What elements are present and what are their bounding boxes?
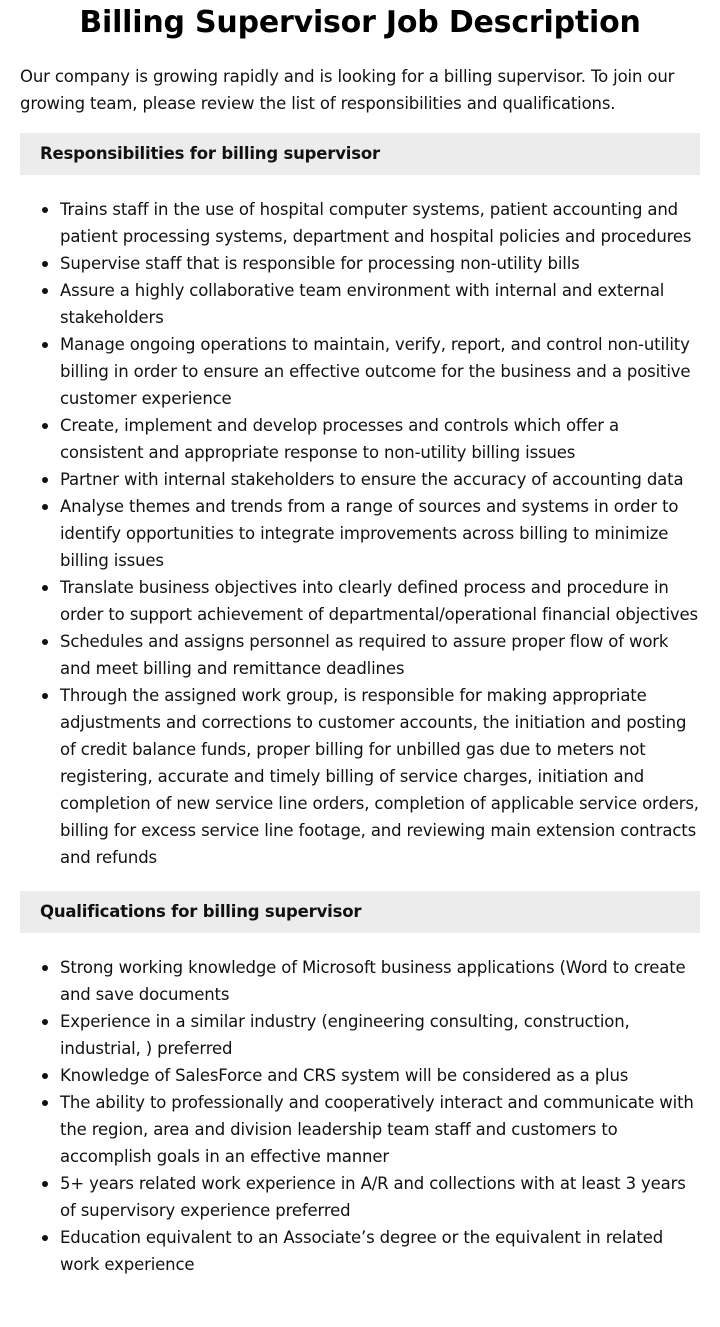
qualifications-list (20, 954, 700, 1278)
list-item: Translate business objectives into clearly defined process and procedure in order to support achievement of departmental/operational financial objectives (60, 574, 700, 628)
list-item: Experience in a similar industry (engineering consulting, construction, industrial, ) preferred (60, 1008, 700, 1062)
list-item: Supervise staff that is responsible for processing non-utility bills (60, 250, 700, 277)
list-item: Strong working knowledge of Microsoft business applications (Word to create and save documents (60, 954, 700, 1008)
list-item: Trains staff in the use of hospital computer systems, patient accounting and patient processing systems, department and hospital policies and procedures (60, 196, 700, 250)
list-item: The ability to professionally and cooperatively interact and communicate with the region, area and division leadership team staff and customers to accomplish goals in an effective manner (60, 1089, 700, 1170)
qualifications-heading: Qualifications for billing supervisor (20, 891, 700, 933)
list-item: Knowledge of SalesForce and CRS system will be considered as a plus (60, 1062, 700, 1089)
responsibilities-heading: Responsibilities for billing supervisor (20, 133, 700, 175)
responsibilities-list (20, 196, 700, 871)
list-item: 5+ years related work experience in A/R and collections with at least 3 years of supervisory experience preferred (60, 1170, 700, 1224)
page-title: Billing Supervisor Job Description (79, 5, 641, 40)
list-item: Education equivalent to an Associate’s degree or the equivalent in related work experience (60, 1224, 700, 1278)
list-item: Manage ongoing operations to maintain, verify, report, and control non-utility billing in order to ensure an effective outcome for the business and a positive customer experience (60, 331, 700, 412)
list-item: Assure a highly collaborative team environment with internal and external stakeholders (60, 277, 700, 331)
list-item: Through the assigned work group, is responsible for making appropriate adjustments and corrections to customer accounts, the initiation and posting of credit balance funds, proper billing for unbilled gas due to meters not registering, accurate and timely billing of service charges, initiation and completion of new service line orders, completion of applicable service orders, billing for excess service line footage, and reviewing main extension contracts and refunds (60, 682, 700, 871)
list-item: Analyse themes and trends from a range of sources and systems in order to identify opportunities to integrate improvements across billing to minimize billing issues (60, 493, 700, 574)
list-item: Create, implement and develop processes and controls which offer a consistent and appropriate response to non-utility billing issues (60, 412, 700, 466)
list-item: Schedules and assigns personnel as required to assure proper flow of work and meet billing and remittance deadlines (60, 628, 700, 682)
intro-paragraph: Our company is growing rapidly and is looking for a billing supervisor. To join our growing team, please review the list of responsibilities and qualifications. (20, 67, 675, 113)
list-item: Partner with internal stakeholders to ensure the accuracy of accounting data (60, 466, 700, 493)
